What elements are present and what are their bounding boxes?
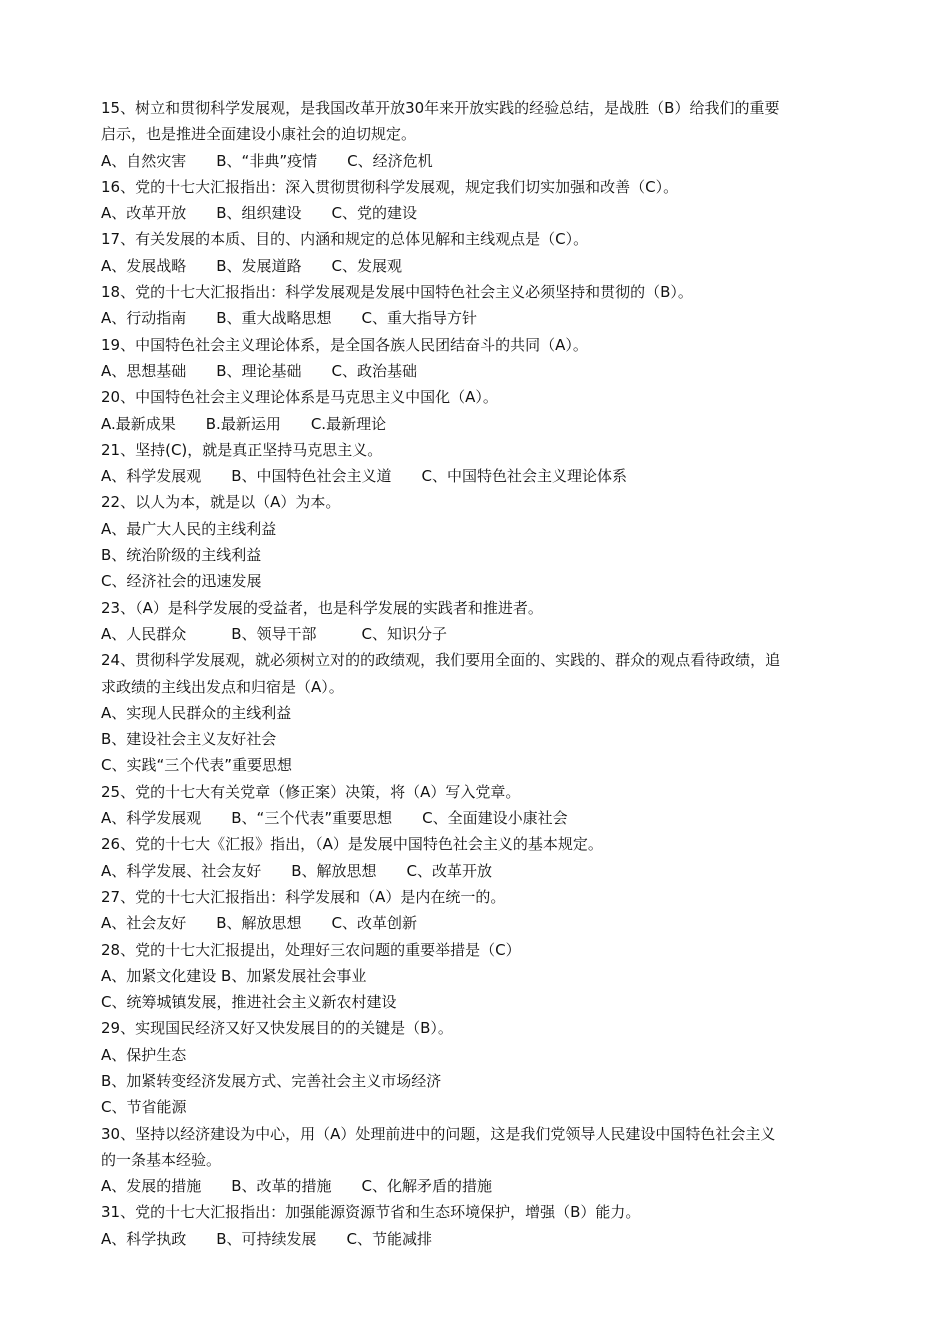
text-line: 23、（A）是科学发展的受益者，也是科学发展的实践者和推进者。 (101, 598, 543, 617)
text-line: A、加紧文化建设 B、加紧发展社会事业 (101, 966, 367, 985)
text-line: C、节省能源 (101, 1098, 187, 1117)
text-line: A、科学发展观 B、“三个代表”重要思想 C、全面建设小康社会 (101, 809, 568, 828)
text-line: 29、实现国民经济又好又快发展目的的关键是（B）。 (101, 1019, 453, 1038)
text-line: B、建设社会主义友好社会 (101, 730, 277, 749)
text-line: A、保护生态 (101, 1045, 187, 1064)
text-line: C、统筹城镇发展，推进社会主义新农村建设 (101, 993, 397, 1012)
text-line: A、改革开放 B、组织建设 C、党的建设 (101, 204, 418, 223)
text-line: C、实践“三个代表”重要思想 (101, 756, 293, 775)
text-line: A、科学执政 B、可持续发展 C、节能减排 (101, 1229, 433, 1248)
text-line: 28、党的十七大汇报提出，处理好三农问题的重要举措是（C） (101, 940, 521, 959)
text-line: A、发展的措施 B、改革的措施 C、化解矛盾的措施 (101, 1177, 493, 1196)
text-line: A、社会友好 B、解放思想 C、改革创新 (101, 914, 418, 933)
text-line: 26、党的十七大《汇报》指出，（A）是发展中国特色社会主义的基本规定。 (101, 835, 603, 854)
text-line: A、行动指南 B、重大战略思想 C、重大指导方针 (101, 309, 478, 328)
text-line: B、统治阶级的主线利益 (101, 546, 262, 565)
text-line: 20、中国特色社会主义理论体系是马克思主义中国化（A）。 (101, 388, 498, 407)
text-line: 30、坚持以经济建设为中心，用（A）处理前进中的问题，这是我们党领导人民建设中国特色社会主义 (101, 1124, 776, 1143)
text-line: A、最广大人民的主线利益 (101, 519, 277, 538)
text-line: 求政绩的主线出发点和归宿是（A）。 (101, 677, 344, 696)
text-line: 24、贯彻科学发展观，就必须树立对的的政绩观，我们要用全面的、实践的、群众的观点看待政绩，追 (101, 651, 781, 670)
text-line: 18、党的十七大汇报指出：科学发展观是发展中国特色社会主义必须坚持和贯彻的（B）。 (101, 283, 693, 302)
text-line: 15、树立和贯彻科学发展观，是我国改革开放30年来开放实践的经验总结，是战胜（B）给我们的重要 (101, 99, 780, 117)
text-line: A.最新成果 B.最新运用 C.最新理论 (101, 414, 387, 433)
text-line: A、发展战略 B、发展道路 C、发展观 (101, 256, 403, 275)
text-line: A、科学发展、社会友好 B、解放思想 C、改革开放 (101, 861, 493, 880)
text-line: 27、党的十七大汇报指出：科学发展和（A）是内在统一的。 (101, 887, 506, 906)
text-line: 19、中国特色社会主义理论体系，是全国各族人民团结奋斗的共同（A）。 (101, 335, 588, 354)
text-line: A、人民群众 B、领导干部 C、知识分子 (101, 624, 448, 643)
text-line: 的一条基本经验。 (101, 1150, 222, 1169)
text-line: B、加紧转变经济发展方式、完善社会主义市场经济 (101, 1071, 442, 1090)
text-line: 16、党的十七大汇报指出：深入贯彻贯彻科学发展观，规定我们切实加强和改善（C）。 (101, 177, 679, 196)
text-line: 21、坚持(C)，就是真正坚持马克思主义。 (101, 440, 383, 459)
text-line: A、实现人民群众的主线利益 (101, 703, 292, 722)
text-line: 启示，也是推进全面建设小康社会的迫切规定。 (101, 125, 417, 144)
text-line: 17、有关发展的本质、目的、内涵和规定的总体见解和主线观点是（C）。 (101, 230, 589, 249)
text-line: A、自然灾害 B、“非典”疫情 C、经济危机 (101, 151, 433, 170)
text-line: 22、以人为本，就是以（A）为本。 (101, 493, 341, 512)
text-line: C、经济社会的迅速发展 (101, 572, 262, 591)
text-line: 31、党的十七大汇报指出：加强能源资源节省和生态环境保护，增强（B）能力。 (101, 1203, 641, 1222)
text-line: 25、党的十七大有关党章（修正案）决策，将（A）写入党章。 (101, 782, 521, 801)
question-list (101, 95, 865, 1252)
text-line: A、科学发展观 B、中国特色社会主义道 C、中国特色社会主义理论体系 (101, 467, 628, 486)
text-line: A、思想基础 B、理论基础 C、政治基础 (101, 361, 418, 380)
